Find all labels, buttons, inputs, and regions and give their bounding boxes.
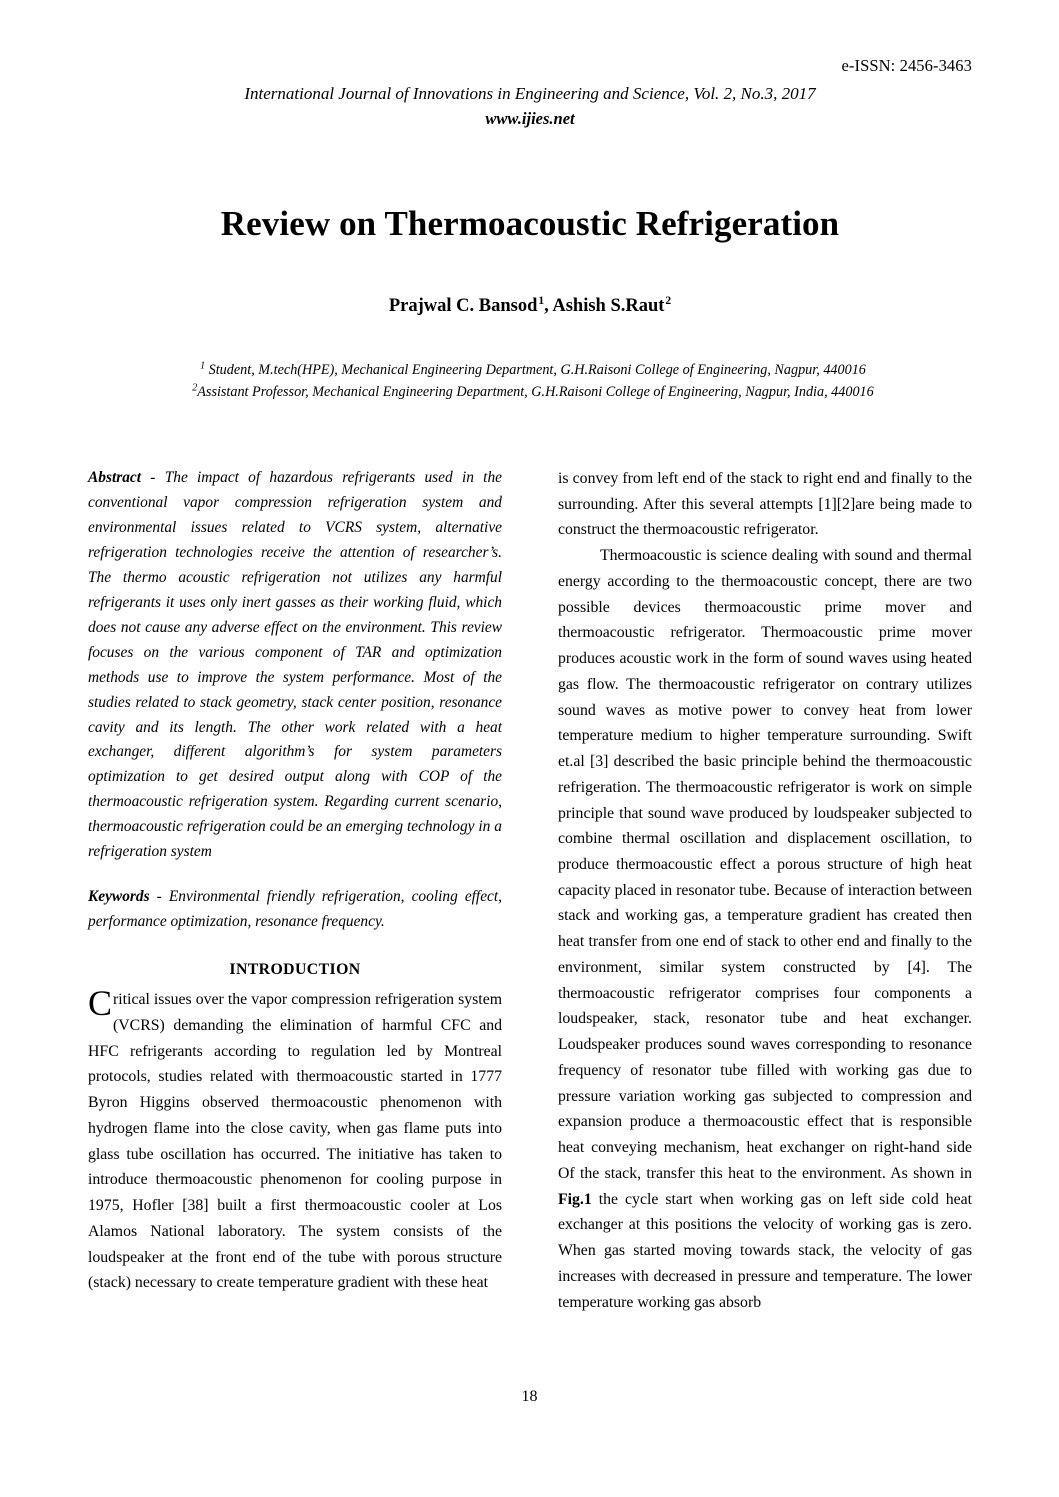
figure-reference: Fig.1 bbox=[558, 1190, 592, 1208]
keywords-dash: - bbox=[149, 888, 169, 906]
affiliation-block bbox=[88, 360, 978, 403]
journal-masthead bbox=[88, 56, 972, 129]
affiliation-marker-1: 1 bbox=[200, 360, 206, 372]
abstract-label: Abstract bbox=[88, 469, 142, 486]
author-affiliation-marker-1: 1 bbox=[538, 294, 545, 307]
introduction-paragraph-2-part-3: the cycle start when working gas on left side cold heat exchanger at this positions the velocity of working gas is zero. When gas started moving towards stack, the velocity of gas increases with decreased in pressure and temperature. The lower temperature working gas absorb bbox=[558, 1190, 972, 1311]
author-affiliation-marker-2: 2 bbox=[665, 294, 672, 307]
affiliation-marker-2: 2 bbox=[192, 381, 198, 393]
journal-title-line: International Journal of Innovations in Engineering and Science, Vol. 2, No.3, 2017 bbox=[244, 83, 816, 103]
affiliation-line-1 bbox=[88, 360, 978, 382]
drop-cap-letter: C bbox=[88, 983, 113, 1024]
continued-paragraph: is convey from left end of the stack to right end and finally to the surrounding. After this several attempts [1][2]are being made to construct the thermoacoustic refrigerator. bbox=[558, 470, 972, 539]
two-column-body bbox=[88, 466, 972, 1366]
affiliation-text-1: Student, M.tech(HPE), Mechanical Engineering Department, G.H.Raisoni College of Engineering, Nagpur, 440016 bbox=[205, 362, 866, 378]
author-name-1: Prajwal C. Bansod bbox=[388, 296, 538, 316]
keywords-label: Keywords bbox=[88, 888, 150, 906]
affiliation-line-2 bbox=[88, 382, 978, 404]
introduction-paragraph-2-part-2: hand side Of the stack, transfer this heat to the environment. As shown in bbox=[558, 1139, 973, 1182]
abstract-text: The impact of hazardous refrigerants used in the conventional vapor compression refrigeration system and environmental issues related to VCRS system, alternative refrigeration technologies receive the attention of researcher’s. The thermo acoustic refrigeration not utilizes any harmful refrigerants it uses only inert gasses as their working fluid, which does not cause any adverse effect on the environment. This review focuses on the various component of TAR and optimization methods use to improve the system performance. Most of the studies related to stack geometry, stack center position, resonance cavity and its length. The other work related with a heat exchanger, different algorithm’s for system parameters optimization to get desired output along with COP of the thermoacoustic refrigeration system. Regarding current scenario, thermoacoustic refrigeration could be an emerging technology in a refrigeration system bbox=[88, 469, 502, 861]
page-title: Review on Thermoacoustic Refrigeration bbox=[220, 204, 840, 244]
introduction-paragraph-2-part-1: Thermoacoustic is science dealing with sound and thermal energy according to the thermoacoustic concept, there are two possible devices thermoacoustic prime mover and thermoacoustic refrigerator. Thermoacoustic prime mover produces acoustic work in the form of sound waves using heated gas flow. The thermoacoustic refrigerator on contrary utilizes sound waves as motive power to convey heat from lower temperature medium to higher temperature surrounding. Swift et.al [3] described the basic principle behind the thermoacoustic refrigeration. The thermoacoustic refrigerator is work on simple principle that sound wave produced by loudspeaker subjected to combine thermal oscillation and displacement oscillation, to produce thermoacoustic effect a porous structure of high heat capacity placed in resonator tube. Because of interaction between stack and working gas, a temperature gradient has created then heat transfer from one end of stack to other end and finally to the environment, similar system constructed by [4]. The thermoacoustic refrigerator comprises four components a loudspeaker, stack, resonator tube and heat exchanger. Loudspeaker produces sound waves corresponding to resonance frequency of resonator tube filled with working gas due to pressure variation working gas subjected to compression and expansion produce a thermoacoustic effect that is responsible heat conveying mechanism, heat exchanger on right bbox=[558, 547, 972, 1157]
introduction-paragraph-1-text: ritical issues over the vapor compression refrigeration system (VCRS) demanding the elimination of harmful CFC and HFC refrigerants according to regulation led by Montreal protocols, studies related with thermoacoustic started in 1777 Byron Higgins observed thermoacoustic phenomenon with hydrogen flame into the close cavity, when gas flame puts into glass tube oscillation has occurred. The initiative has taken to introduce thermoacoustic phenomenon for cooling purpose in 1975, Hofler [38] built a first thermoacoustic cooler at Los Alamos National laboratory. The system consists of the loudspeaker at the front end of the tube with porous structure (stack) necessary to create temperature gradient with these heat bbox=[88, 991, 502, 1292]
introduction-paragraph-1 bbox=[88, 983, 502, 1296]
left-column bbox=[88, 466, 502, 1296]
page-number: 18 bbox=[521, 1388, 538, 1405]
abstract-dash: - bbox=[141, 469, 165, 486]
author-separator: , bbox=[544, 296, 553, 316]
author-list bbox=[88, 294, 972, 318]
introduction-paragraph-2 bbox=[558, 543, 972, 1315]
keywords-text: Environmental friendly refrigeration, cooling effect, performance optimization, resonance frequency. bbox=[88, 888, 502, 931]
right-column bbox=[558, 466, 972, 1315]
author-name-2: Ashish S.Raut bbox=[552, 296, 665, 316]
section-heading-introduction: INTRODUCTION bbox=[229, 961, 361, 979]
keywords-paragraph bbox=[88, 885, 502, 935]
eissn-text: e-ISSN: 2456-3463 bbox=[841, 56, 972, 75]
affiliation-text-2: Assistant Professor, Mechanical Engineering Department, G.H.Raisoni College of Engineering, Nagpur, India, 440016 bbox=[197, 383, 874, 400]
journal-url: www.ijies.net bbox=[485, 108, 575, 128]
abstract-paragraph bbox=[88, 466, 502, 865]
bold-hyphen: - bbox=[903, 1139, 910, 1157]
